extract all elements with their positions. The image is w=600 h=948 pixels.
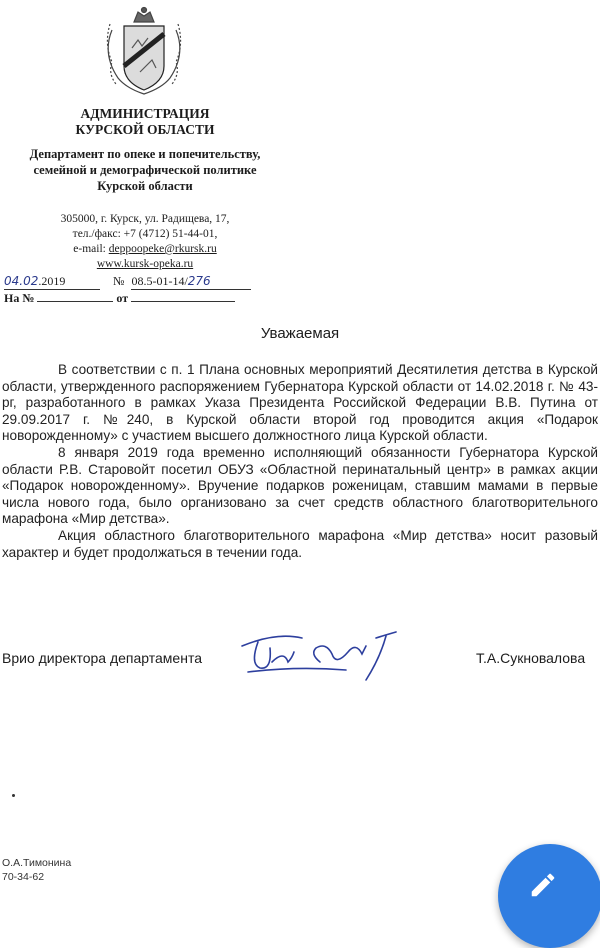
paragraph: В соответствии с п. 1 Плана основных мероприятий Десятилетия детства в Курской области, утвержденного распоряжением Губернатора Курской области от 14.02.2018 г. № 43-рг, разработанного в рамках Указа Президента Российской Федерации В.В. Путина от 29.09.2017 г. №240, в Курской области второй год проводится акция «Подарок новорожденному» с участием высшего должностного лица Курской области. [2, 362, 598, 444]
org-name [0, 106, 290, 138]
executor-info [2, 856, 71, 884]
email-label: e-mail: [73, 243, 109, 255]
department-line3: Курской области [97, 179, 193, 193]
department-line1: Департамент по опеке и попечительству, [29, 147, 261, 161]
org-name-line2: КУРСКОЙ ОБЛАСТИ [75, 122, 215, 137]
handwritten-number: 276 [187, 274, 211, 288]
department-line2: семейной и демографической политике [33, 163, 257, 177]
department-name [0, 146, 290, 194]
letter-body [2, 362, 598, 561]
reference-line [4, 291, 235, 306]
address-block [0, 212, 290, 272]
signatory-role: Врио директора департамента [2, 650, 202, 666]
registration-number: 08.5-01-14/ [131, 274, 188, 288]
address-line2: тел./факс: +7 (4712) 51-44-01, [72, 228, 218, 240]
coat-of-arms-emblem [100, 4, 188, 100]
executor-phone: 70-34-62 [2, 871, 45, 883]
edit-pencil-icon [528, 870, 558, 900]
registration-year: .2019 [38, 274, 66, 288]
registration-line [4, 274, 304, 290]
edit-fab-button[interactable] [498, 844, 600, 948]
email-link[interactable]: deppoopeke@rkursk.ru [108, 243, 217, 255]
scan-speck [12, 794, 15, 797]
paragraph: Акция областного благотворительного марафона «Мир детства» носит разовый характер и будет продолжаться в течении года. [2, 527, 598, 560]
handwritten-signature [236, 628, 406, 684]
executor-name: О.А.Тимонина [2, 857, 72, 869]
address-line1: 305000, г. Курск, ул. Радищева, 17, [60, 213, 230, 225]
paragraph: 8 января 2019 года временно исполняющий обязанности Губернатора Курской области Р.В. Старовойт посетил ОБУЗ «Областной перинатальный центр» в рамках акции «Подарок новорожденному». Вручение подарков роженицам, ставшим мамами в первые числа нового года, было организовано за счет средств областного благотворительного марафона «Мир детства». [2, 444, 598, 527]
website-link[interactable]: www.kursk-opeka.ru [96, 258, 194, 270]
signatory-name: Т.А.Сукновалова [476, 650, 586, 666]
handwritten-date: 04.02 [4, 274, 39, 288]
number-label: № [113, 274, 125, 288]
reference-label: На № [4, 291, 35, 305]
org-name-line1: АДМИНИСТРАЦИЯ [80, 106, 210, 121]
email-line [0, 242, 290, 257]
reference-from-label: от [116, 291, 129, 305]
greeting: Уважаемая [260, 325, 340, 342]
